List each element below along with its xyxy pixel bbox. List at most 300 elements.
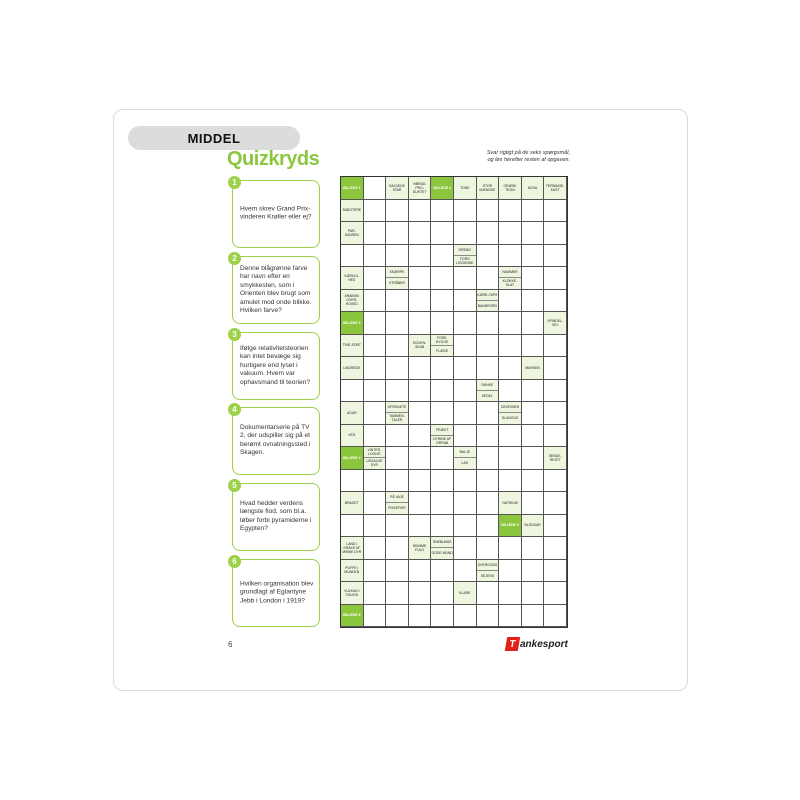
answer-cell[interactable] <box>499 470 522 493</box>
clue-line: TRÆ-SORT <box>342 343 361 348</box>
clue-text <box>341 425 363 447</box>
clue-cell <box>477 177 500 200</box>
answer-cell[interactable] <box>364 312 387 335</box>
answer-cell[interactable] <box>364 335 387 358</box>
clue-text <box>364 447 386 469</box>
clue-line: KÆRLIG-HED <box>344 273 360 282</box>
clue-line: GRÆSK TEGN <box>503 183 517 192</box>
clue-line: SPINDEL-SEJ <box>547 318 564 327</box>
answer-cell[interactable] <box>341 245 364 268</box>
answer-cell[interactable] <box>409 560 432 583</box>
answer-cell[interactable] <box>477 245 500 268</box>
answer-cell[interactable] <box>431 290 454 313</box>
answer-cell[interactable] <box>499 537 522 560</box>
clue-line: NATRIUM <box>502 500 518 505</box>
clue-cell <box>341 222 364 245</box>
question-box-1 <box>232 180 320 248</box>
answer-cell[interactable] <box>364 425 387 448</box>
answer-cell[interactable] <box>477 425 500 448</box>
clue-line: UDSALDE DYR <box>366 459 383 468</box>
answer-cell[interactable] <box>544 425 567 448</box>
answer-cell[interactable] <box>544 537 567 560</box>
answer-cell[interactable] <box>431 402 454 425</box>
answer-cell[interactable] <box>454 492 477 515</box>
clue-cell <box>454 245 477 268</box>
clue-text <box>477 177 499 199</box>
answer-cell[interactable] <box>544 290 567 313</box>
answer-cell[interactable] <box>431 515 454 538</box>
clue-cell <box>341 357 364 380</box>
clue-cell <box>499 267 522 290</box>
clue-line: TERNINGE-KAST <box>545 183 565 192</box>
answer-cell[interactable] <box>454 515 477 538</box>
answer-cell[interactable] <box>386 380 409 403</box>
clue-text <box>341 537 363 559</box>
clue-text <box>544 312 566 334</box>
clue-line: SNEBUNKE <box>431 537 453 548</box>
answer-cell[interactable] <box>386 537 409 560</box>
question-box-3 <box>232 332 320 400</box>
clue-line: SALDEDE STAR <box>389 183 405 192</box>
clue-text <box>454 582 476 604</box>
answer-cell[interactable] <box>499 200 522 223</box>
question-text: Hvem skrev Grand Prix-vinderen Krøller eller ej? <box>240 205 312 221</box>
clue-text <box>386 177 408 199</box>
clue-line: NOVA <box>527 185 538 190</box>
answer-cell[interactable] <box>386 200 409 223</box>
answer-cell[interactable] <box>477 335 500 358</box>
clue-text <box>454 447 476 469</box>
answer-cell[interactable] <box>431 380 454 403</box>
answer-cell[interactable] <box>364 402 387 425</box>
answer-cell[interactable] <box>522 425 545 448</box>
answer-cell[interactable] <box>364 537 387 560</box>
answer-cell[interactable] <box>409 357 432 380</box>
answer-cell[interactable] <box>341 380 364 403</box>
question-box-4 <box>232 407 320 475</box>
clue-cell <box>431 537 454 560</box>
instructions <box>452 150 570 164</box>
answer-cell[interactable] <box>431 605 454 628</box>
answer-cell[interactable] <box>477 267 500 290</box>
clue-line: KEDEL <box>481 393 493 398</box>
answer-cell[interactable] <box>454 312 477 335</box>
clue-cell <box>386 177 409 200</box>
answer-cell[interactable] <box>499 380 522 403</box>
clue-line: VED <box>348 433 356 438</box>
answer-cell[interactable] <box>364 357 387 380</box>
answer-cell[interactable] <box>454 402 477 425</box>
clue-cell <box>409 537 432 560</box>
answer-cell[interactable] <box>431 357 454 380</box>
clue-cell <box>341 402 364 425</box>
question-text: Ifølge relativitetsteorien kan intet bevæge sig hurtigere end lyset i vakuum. Hvem var ophavsmand til teorien? <box>240 344 311 386</box>
clue-text <box>386 402 408 424</box>
answer-cell[interactable] <box>409 267 432 290</box>
clue-text <box>341 357 363 379</box>
clue-cell <box>454 582 477 605</box>
clue-line: AGUR <box>346 410 357 415</box>
clue-cell <box>477 380 500 403</box>
clue-line: NUMMER <box>499 267 521 278</box>
answer-cell[interactable] <box>544 515 567 538</box>
answer-cell[interactable] <box>522 380 545 403</box>
question-text: Hvilken organisation blev grundlagt af Eglantyne Jebb i London i 1919? <box>240 580 314 605</box>
clue-cell <box>341 200 364 223</box>
clue-cell <box>431 425 454 448</box>
answer-cell[interactable] <box>454 380 477 403</box>
clue-line: SKÆRPE <box>386 267 408 278</box>
answer-cell[interactable] <box>364 177 387 200</box>
clue-line: RANKE <box>477 380 499 391</box>
answer-cell[interactable] <box>364 515 387 538</box>
clue-text <box>341 402 363 424</box>
clue-line: KÆRE-TAPS <box>477 290 499 301</box>
answer-cell[interactable] <box>409 582 432 605</box>
answer-cell[interactable] <box>409 200 432 223</box>
answer-cell[interactable] <box>386 335 409 358</box>
answer-cell[interactable] <box>364 582 387 605</box>
clue-line: DYRINE AF GRRAB <box>433 436 452 445</box>
clue-cell <box>386 267 409 290</box>
clue-cell <box>409 177 432 200</box>
answer-cell[interactable] <box>386 357 409 380</box>
answer-cell[interactable] <box>364 380 387 403</box>
answer-cell[interactable] <box>386 582 409 605</box>
clue-text <box>477 560 499 582</box>
answer-cell[interactable] <box>544 335 567 358</box>
clue-text <box>341 560 363 582</box>
difficulty-badge: MIDDEL <box>128 126 300 150</box>
question-number: 3 <box>228 328 241 341</box>
answer-cell[interactable] <box>409 492 432 515</box>
clue-line: DRENG <box>454 245 476 256</box>
clue-line: GEORGIEN <box>499 402 521 413</box>
question-number: 1 <box>228 176 241 189</box>
picture-clue-cell <box>341 312 364 335</box>
answer-cell[interactable] <box>431 245 454 268</box>
answer-cell[interactable] <box>522 470 545 493</box>
answer-cell[interactable] <box>522 582 545 605</box>
answer-cell[interactable] <box>522 335 545 358</box>
clue-line: BALJE <box>454 447 476 458</box>
answer-cell[interactable] <box>364 245 387 268</box>
clue-text <box>409 335 431 357</box>
clue-cell <box>499 177 522 200</box>
page-number: 6 <box>228 640 233 649</box>
clue-text <box>386 267 408 289</box>
answer-cell[interactable] <box>364 560 387 583</box>
answer-cell[interactable] <box>454 200 477 223</box>
clue-line: BLODKAR <box>524 523 541 528</box>
answer-cell[interactable] <box>409 515 432 538</box>
clue-cell <box>522 515 545 538</box>
answer-cell[interactable] <box>522 222 545 245</box>
question-number: 5 <box>228 479 241 492</box>
question-text: Hvad hedder verdens længste flod, som bl.a. løber forbi pyramiderne i Egypten? <box>240 500 312 533</box>
answer-cell[interactable] <box>499 312 522 335</box>
answer-cell[interactable] <box>499 582 522 605</box>
answer-cell[interactable] <box>386 515 409 538</box>
answer-cell[interactable] <box>409 312 432 335</box>
answer-cell[interactable] <box>386 290 409 313</box>
instructions-line-1: Svar rigtigt på de seks spørgsmål, <box>486 150 570 156</box>
answer-cell[interactable] <box>364 470 387 493</box>
answer-cell[interactable] <box>454 605 477 628</box>
answer-cell[interactable] <box>431 312 454 335</box>
clue-cell <box>499 492 522 515</box>
answer-cell[interactable] <box>477 447 500 470</box>
answer-cell[interactable] <box>454 357 477 380</box>
clue-line: BILLEDE 2 <box>433 185 451 190</box>
answer-cell[interactable] <box>544 402 567 425</box>
clue-line: FISKEFIER <box>388 506 406 511</box>
answer-cell[interactable] <box>477 222 500 245</box>
answer-cell[interactable] <box>364 222 387 245</box>
answer-cell[interactable] <box>522 312 545 335</box>
answer-cell[interactable] <box>409 425 432 448</box>
answer-cell[interactable] <box>364 492 387 515</box>
answer-cell[interactable] <box>431 447 454 470</box>
picture-clue-cell <box>431 177 454 200</box>
answer-cell[interactable] <box>409 402 432 425</box>
answer-cell[interactable] <box>477 200 500 223</box>
clue-line: TAMMEN-TALER <box>389 414 405 423</box>
answer-cell[interactable] <box>409 380 432 403</box>
answer-cell[interactable] <box>386 312 409 335</box>
answer-cell[interactable] <box>409 290 432 313</box>
brand-word: ankesport <box>520 638 568 650</box>
clue-line: SENGE-REJET <box>548 453 562 462</box>
question-box-2 <box>232 256 320 324</box>
answer-cell[interactable] <box>522 267 545 290</box>
answer-cell[interactable] <box>477 537 500 560</box>
picture-clue-cell <box>341 447 364 470</box>
clue-text <box>544 177 566 199</box>
answer-cell[interactable] <box>364 605 387 628</box>
answer-cell[interactable] <box>386 245 409 268</box>
answer-cell[interactable] <box>477 312 500 335</box>
answer-cell[interactable] <box>431 470 454 493</box>
answer-cell[interactable] <box>499 245 522 268</box>
clue-line: BRAGET <box>344 500 359 505</box>
clue-text <box>454 177 476 199</box>
clue-text <box>431 425 453 447</box>
clue-line: OPDRAETE <box>386 402 408 413</box>
clue-text <box>477 290 499 312</box>
clue-text <box>341 582 363 604</box>
answer-cell[interactable] <box>544 357 567 380</box>
answer-cell[interactable] <box>431 582 454 605</box>
clue-cell <box>341 335 364 358</box>
answer-cell[interactable] <box>544 222 567 245</box>
answer-cell[interactable] <box>454 335 477 358</box>
clue-text <box>431 537 453 559</box>
clue-cell <box>544 447 567 470</box>
clue-line: VIBRAD-PRO-DUKTET <box>412 181 427 194</box>
clue-line: DLANGUS <box>501 416 519 421</box>
clue-line: SKIMME FULD <box>412 543 427 552</box>
answer-cell[interactable] <box>454 267 477 290</box>
answer-cell[interactable] <box>431 560 454 583</box>
answer-cell[interactable] <box>522 447 545 470</box>
clue-line: VINTER-LOGIVE <box>364 447 386 458</box>
clue-text <box>341 312 363 334</box>
answer-cell[interactable] <box>522 245 545 268</box>
answer-cell[interactable] <box>499 335 522 358</box>
clue-line: KLOKKE-SLAT <box>502 279 518 288</box>
clue-line: FORE-BYGGE <box>431 335 453 346</box>
answer-cell[interactable] <box>386 560 409 583</box>
clue-line: FORD LIGGENDE <box>456 256 474 265</box>
clue-cell <box>522 357 545 380</box>
answer-cell[interactable] <box>544 245 567 268</box>
clue-text <box>499 177 521 199</box>
answer-cell[interactable] <box>499 290 522 313</box>
answer-cell[interactable] <box>522 537 545 560</box>
answer-cell[interactable] <box>544 582 567 605</box>
clue-cell <box>341 425 364 448</box>
answer-cell[interactable] <box>454 537 477 560</box>
clue-line: DOVEN-SKAB <box>413 341 427 350</box>
answer-cell[interactable] <box>522 402 545 425</box>
clue-line: KLARE <box>459 590 471 595</box>
clue-line: BILLEDE 4 <box>343 455 361 460</box>
answer-cell[interactable] <box>477 515 500 538</box>
answer-cell[interactable] <box>544 470 567 493</box>
answer-cell[interactable] <box>341 515 364 538</box>
clue-text <box>341 605 363 627</box>
clue-cell <box>341 492 364 515</box>
clue-line: FLÆDE <box>436 348 449 353</box>
answer-cell[interactable] <box>499 560 522 583</box>
answer-cell[interactable] <box>499 447 522 470</box>
clue-text <box>341 290 363 312</box>
answer-cell[interactable] <box>386 605 409 628</box>
clue-line: GODE MUND <box>431 551 453 556</box>
answer-cell[interactable] <box>386 447 409 470</box>
answer-cell[interactable] <box>477 582 500 605</box>
answer-cell[interactable] <box>386 222 409 245</box>
clue-cell <box>364 447 387 470</box>
clue-text <box>499 402 521 424</box>
clue-cell <box>341 582 364 605</box>
answer-cell[interactable] <box>454 560 477 583</box>
answer-cell[interactable] <box>499 605 522 628</box>
clue-text <box>499 267 521 289</box>
clue-line: LINDREDE <box>343 365 361 370</box>
clue-cell <box>544 312 567 335</box>
brand-badge: T <box>505 637 520 651</box>
page-title: Quizkryds <box>227 148 320 170</box>
answer-cell[interactable] <box>499 357 522 380</box>
answer-cell[interactable] <box>454 222 477 245</box>
answer-cell[interactable] <box>544 605 567 628</box>
clue-text <box>341 222 363 244</box>
answer-cell[interactable] <box>454 470 477 493</box>
answer-cell[interactable] <box>477 402 500 425</box>
answer-cell[interactable] <box>431 200 454 223</box>
clue-cell <box>477 290 500 313</box>
clue-line: BILLEDE 1 <box>343 185 361 190</box>
clue-text <box>409 177 431 199</box>
clue-text <box>522 515 544 537</box>
picture-clue-cell <box>499 515 522 538</box>
clue-text <box>522 177 544 199</box>
answer-cell[interactable] <box>544 200 567 223</box>
answer-cell[interactable] <box>454 425 477 448</box>
clue-text <box>477 380 499 402</box>
question-number: 6 <box>228 555 241 568</box>
clue-cell <box>454 447 477 470</box>
clue-text <box>341 267 363 289</box>
answer-cell[interactable] <box>431 222 454 245</box>
clue-line: ARABISK OVER-HOVED <box>344 294 360 307</box>
answer-cell[interactable] <box>477 492 500 515</box>
answer-cell[interactable] <box>454 290 477 313</box>
answer-cell[interactable] <box>431 267 454 290</box>
answer-cell[interactable] <box>522 492 545 515</box>
answer-cell[interactable] <box>477 357 500 380</box>
answer-cell[interactable] <box>364 200 387 223</box>
answer-cell[interactable] <box>544 560 567 583</box>
answer-cell[interactable] <box>477 470 500 493</box>
answer-cell[interactable] <box>499 222 522 245</box>
clue-text <box>544 447 566 469</box>
answer-cell[interactable] <box>409 222 432 245</box>
answer-cell[interactable] <box>364 267 387 290</box>
answer-cell[interactable] <box>409 447 432 470</box>
clue-cell <box>431 335 454 358</box>
answer-cell[interactable] <box>544 492 567 515</box>
question-number: 2 <box>228 252 241 265</box>
answer-cell[interactable] <box>386 425 409 448</box>
clue-cell <box>454 177 477 200</box>
instructions-line-2: og løs herefter resten af opgaven. <box>487 157 570 163</box>
answer-cell[interactable] <box>409 245 432 268</box>
answer-cell[interactable] <box>544 380 567 403</box>
clue-line: BANDEORD <box>477 303 497 308</box>
answer-cell[interactable] <box>522 200 545 223</box>
answer-cell[interactable] <box>544 267 567 290</box>
clue-line: LAD <box>461 461 469 466</box>
clue-text <box>522 357 544 379</box>
clue-cell <box>544 177 567 200</box>
answer-cell[interactable] <box>499 425 522 448</box>
answer-cell[interactable] <box>477 605 500 628</box>
answer-cell[interactable] <box>409 470 432 493</box>
answer-cell[interactable] <box>341 470 364 493</box>
clue-text <box>341 335 363 357</box>
clue-line: BILLEDE 3 <box>343 320 361 325</box>
clue-text <box>409 537 431 559</box>
answer-cell[interactable] <box>522 560 545 583</box>
question-number: 4 <box>228 403 241 416</box>
clue-line: PUFFE I MUNDEN <box>344 566 360 575</box>
clue-cell <box>522 177 545 200</box>
answer-cell[interactable] <box>522 605 545 628</box>
answer-cell[interactable] <box>364 290 387 313</box>
clue-text <box>386 492 408 514</box>
clue-line: STRÅBER <box>388 281 405 286</box>
answer-cell[interactable] <box>522 290 545 313</box>
answer-cell[interactable] <box>386 470 409 493</box>
answer-cell[interactable] <box>409 605 432 628</box>
answer-cell[interactable] <box>431 492 454 515</box>
clue-cell <box>477 560 500 583</box>
clue-cell <box>341 537 364 560</box>
clue-text <box>341 177 363 199</box>
